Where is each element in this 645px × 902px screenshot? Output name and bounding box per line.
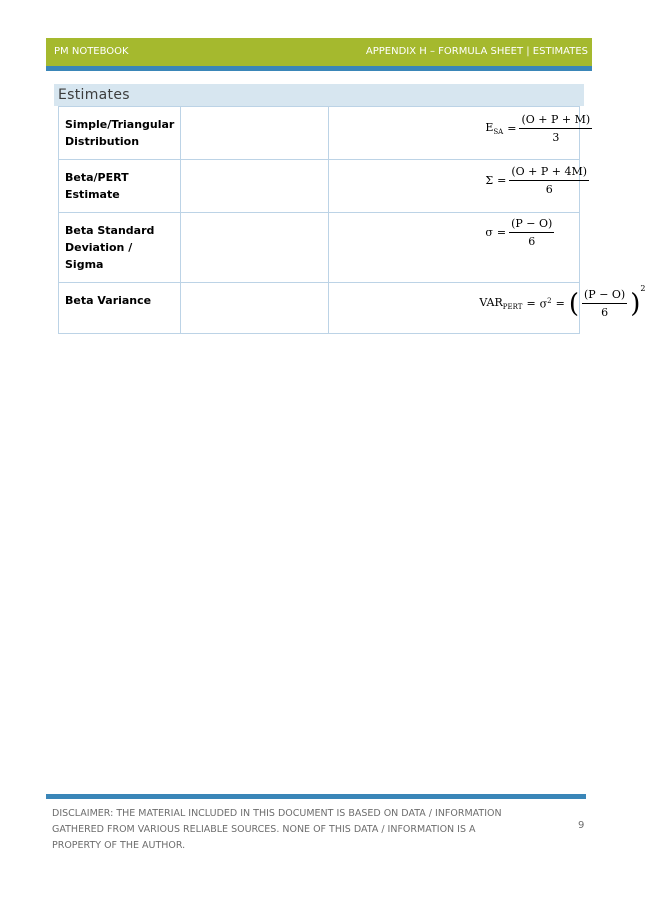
formula-cell xyxy=(329,283,645,334)
section-heading xyxy=(54,84,584,106)
formula-sigma: σ = $\frac{(P - O)}{6}$ xyxy=(485,217,553,248)
header-section: APPENDIX H – FORMULA SHEET | ESTIMATES xyxy=(365,46,588,57)
formula-table xyxy=(58,106,645,334)
formula-variance: $VAR_{PERT}$ = $\sigma^2$ = ( $\frac{(P - O)}{6}$ ) 2 xyxy=(479,284,645,319)
table-row xyxy=(59,213,580,283)
formula-name: Simple/Triangular Distribution xyxy=(59,107,181,160)
blank-cell xyxy=(181,160,329,213)
blank-cell xyxy=(181,213,329,283)
header-rule xyxy=(46,66,592,71)
denominator: 3 xyxy=(552,131,560,144)
formula-name: Beta Standard Deviation / Sigma xyxy=(59,213,181,283)
denominator: 6 xyxy=(545,183,553,196)
section-title: Estimates xyxy=(58,87,130,103)
formula-name: Beta/PERT Estimate xyxy=(59,160,181,213)
header-title: PM NOTEBOOK xyxy=(54,46,129,57)
blank-cell xyxy=(181,107,329,160)
page-number: 9 xyxy=(578,820,585,831)
formula-esa: $E_{SA}$ = $\frac{(O + P + M)}{3}$ xyxy=(485,113,591,144)
formula-cell xyxy=(329,213,580,283)
numerator: (P − O) xyxy=(582,288,627,304)
denominator: 6 xyxy=(528,235,536,248)
table-row xyxy=(59,160,580,213)
numerator: (P − O) xyxy=(509,217,554,233)
table-row xyxy=(59,107,580,160)
table-row xyxy=(59,283,580,334)
numerator: (O + P + 4M) xyxy=(509,165,589,181)
exponent: 2 xyxy=(640,284,645,293)
formula-cell xyxy=(329,107,591,160)
blank-cell xyxy=(181,283,329,334)
formula-name: Beta Variance xyxy=(59,283,181,334)
numerator: (O + P + M) xyxy=(519,113,592,129)
formula-cell xyxy=(329,160,588,213)
disclaimer: DISCLAIMER: THE MATERIAL INCLUDED IN THIS DOCUMENT IS BASED ON DATA / INFORMATION GATHERED FROM VARIOUS RELIABLE SOURCES. NONE OF THIS DATA / INFORMATION IS A PROPERTY OF THE AUTHOR. xyxy=(52,808,502,851)
footer-rule xyxy=(46,794,586,799)
denominator: 6 xyxy=(601,306,609,319)
page-header xyxy=(46,38,592,66)
formula-pert: Σ = $\frac{(O + P + 4M)}{6}$ xyxy=(485,165,588,196)
